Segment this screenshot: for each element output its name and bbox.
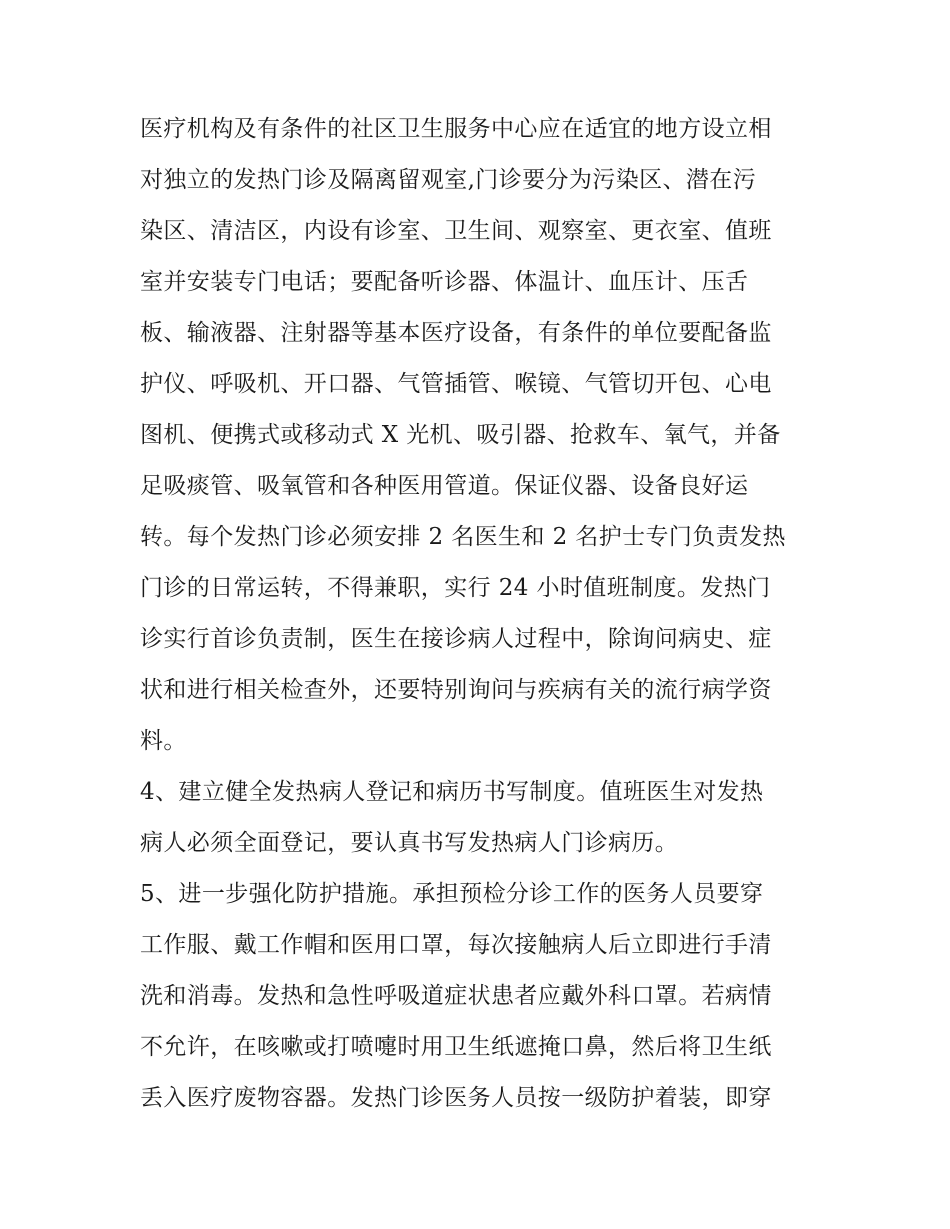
text-line: 室并安装专门电话；要配备听诊器、体温计、血压计、压舌 bbox=[140, 269, 749, 295]
text-line: 诊实行首诊负责制，医生在接诊病人过程中，除询问病史、症 bbox=[140, 626, 772, 652]
text-line: 5、进一步强化防护措施。承担预检分诊工作的医务人员要穿 bbox=[140, 881, 764, 907]
document-body bbox=[140, 104, 816, 1124]
text-line: 对独立的发热门诊及隔离留观室,门诊要分为污染区、潜在污 bbox=[140, 167, 757, 193]
text-line: 病人必须全面登记，要认真书写发热病人门诊病历。 bbox=[140, 830, 679, 856]
text-line: 状和进行相关检查外，还要特别询问与疾病有关的流行病学资 bbox=[140, 677, 772, 703]
text-line: 门诊的日常运转，不得兼职，实行 24 小时值班制度。发热门 bbox=[140, 575, 771, 601]
text-line: 丢入医疗废物容器。发热门诊医务人员按一级防护着装，即穿 bbox=[140, 1085, 772, 1111]
text-line: 洗和消毒。发热和急性呼吸道症状患者应戴外科口罩。若病情 bbox=[140, 983, 772, 1009]
text-line: 4、建立健全发热病人登记和病历书写制度。值班医生对发热 bbox=[140, 779, 764, 805]
text-line: 护仪、呼吸机、开口器、气管插管、喉镜、气管切开包、心电 bbox=[140, 371, 772, 397]
text-line: 医疗机构及有条件的社区卫生服务中心应在适宜的地方设立相 bbox=[140, 116, 772, 142]
text-line: 不允许，在咳嗽或打喷嚏时用卫生纸遮掩口鼻，然后将卫生纸 bbox=[140, 1034, 772, 1060]
text-line: 料。 bbox=[140, 728, 187, 754]
text-line: 转。每个发热门诊必须安排 2 名医生和 2 名护士专门负责发热 bbox=[140, 524, 786, 550]
text-line: 图机、便携式或移动式 X 光机、吸引器、抢救车、氧气，并备 bbox=[140, 422, 781, 448]
text-line: 染区、清洁区，内设有诊室、卫生间、观察室、更衣室、值班 bbox=[140, 218, 772, 244]
text-line: 板、输液器、注射器等基本医疗设备，有条件的单位要配备监 bbox=[140, 320, 772, 346]
text-line: 足吸痰管、吸氧管和各种医用管道。保证仪器、设备良好运 bbox=[140, 473, 749, 499]
text-line: 工作服、戴工作帽和医用口罩，每次接触病人后立即进行手清 bbox=[140, 932, 772, 958]
